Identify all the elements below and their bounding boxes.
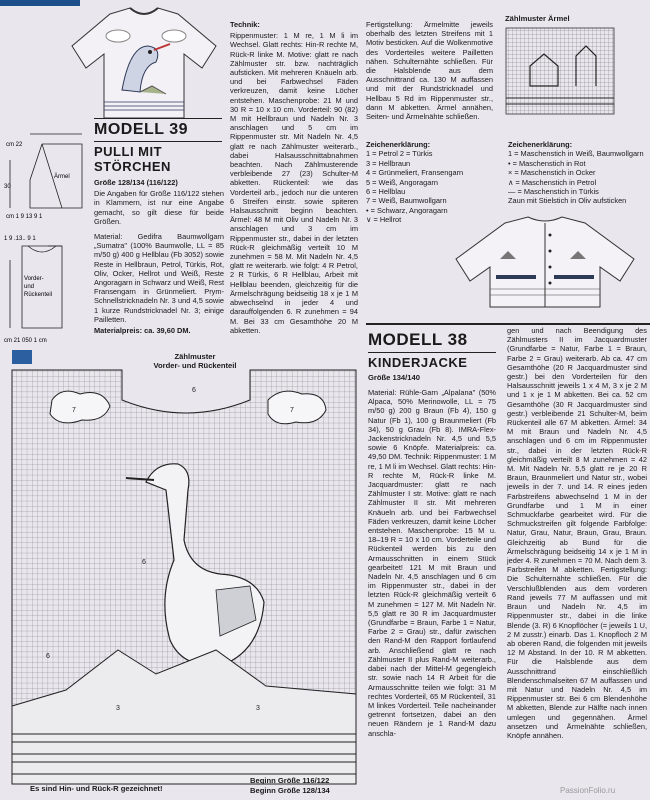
legend-item: ∧ = Maschenstich in Petrol [508, 177, 597, 187]
legend-item: • = Maschenstich in Rot [508, 158, 586, 168]
legend-item: • = Schwarz, Angoragarn [366, 205, 448, 215]
model38-mid-column [368, 388, 496, 740]
model39-finish-column [366, 20, 493, 123]
main-chart [6, 350, 360, 800]
svg-text:3: 3 [116, 705, 120, 712]
legend-item: Zaun mit Stielstich in Oliv aufsticken [508, 196, 627, 206]
sleeve-chart [500, 26, 620, 126]
svg-text:und: und [24, 284, 35, 290]
model39-title: MODELL 39 [94, 121, 188, 138]
legend-heading: Zeichenerklärung: [366, 140, 431, 149]
legend-heading: Zeichenerklärung: [508, 140, 573, 149]
section-divider [366, 323, 650, 325]
sweater-illustration [70, 6, 218, 124]
legend-item: 7 = Weiß, Baumwollgarn [366, 196, 447, 206]
svg-text:Vorder-: Vorder- [24, 276, 44, 282]
legend-item: 5 = Weiß, Angoragarn [366, 177, 438, 187]
svg-text:6: 6 [192, 387, 196, 394]
sleeve-chart-title: Zählmuster Ärmel [505, 14, 570, 23]
legend-item: ∨ = Hellrot [366, 215, 402, 225]
svg-text:1 9 .13.. 9 1: 1 9 .13.. 9 1 [4, 236, 36, 242]
svg-text:cm 21 050 1 cm: cm 21 050 1 cm [4, 338, 47, 344]
legend-item: — = Maschenstich in Türkis [508, 187, 599, 197]
model39-header [94, 118, 224, 174]
legend-item: 4 = Grünmeliert, Fransengarn [366, 168, 464, 178]
legend-item: 6 = Hellblau [366, 187, 406, 197]
watermark: PassionFolio.ru [560, 786, 616, 795]
svg-text:Ärmel: Ärmel [54, 174, 70, 180]
svg-text:7: 7 [72, 407, 76, 414]
model39-legend [366, 140, 496, 225]
technik-body: Rippenmuster: 1 M re, 1 M li im Wechsel. Glatt rechts: Hin-R rechte M, Rück-R linke M. Motive: glatt re nach Zählmuster str. bzw. nachträglich aufsticken. Mit mehreren Knäueln arb. und bei Farbwechsel Fäden verkreuzen, damit keine Löcher entstehen. Maschenprobe: 21 M und 30 R = 10 x 10 cm. Vorderteil: 90 (82) M mit Hellbraun und Nadeln Nr. 3 anschlagen und 5 cm im Rippenmuster str. Mit Nadeln Nr. 4,5 glatt re nach Zählmuster weiterarb., dabei Halsausschnittabnahmen beachten. Nach Zählmusterende verbleibende 27 (23) Schulter-M abketten. Rückenteil: wie das Vorderteil arb., jedoch nur die unteren 6 Streifen einstr. sowie spiteren Halsausschnitt beginn beachten. Ärmel: 48 M mit Oliv und Nadeln Nr. 3 anschlagen und 3 cm im Rippenmuster str., dabei in der letzten Rück-R gleichmäßig verteilt 10 M zunehmen = 58 M. Mit Nadeln Nr. 4,5 glatt re weiterarb. wie folgt: 4 R Petrol, 2 R Türkis, 6 R Hellblau, Arbeit mit Hellblau beenden, gleichzeitig für die Ärmelschrägung beidseitig 18 x je 1 M abwechselnd in jeder 4 und darauffolgenden 6. R zunehmen = 94 M. Bei 33 cm Gesamthöhe 20 M abketten. [230, 31, 358, 335]
model39-subtitle-1: PULLI MIT [94, 144, 163, 159]
divider [94, 141, 222, 142]
header-strip [0, 0, 80, 6]
model39-price: Materialpreis: ca. 39,60 DM. [94, 326, 191, 336]
model38-right-column [507, 326, 647, 742]
main-chart-title [150, 352, 240, 371]
model39-intro-block [94, 178, 224, 228]
svg-text:7: 7 [290, 407, 294, 414]
model38-subtitle: KINDERJACKE [368, 355, 468, 370]
technik-heading: Technik: [230, 20, 260, 29]
model38-header [368, 330, 498, 382]
model39-material: Material: Gedifra Baumwollgarn „Sumatra" (100% Baumwolle, LL = 85 m/50 g) 400 g Hellblau (Fb 3052) sowie Reste in Hellbraun, Petrol, Türkis, Rot, Oliv, Ocker, Hellrot und Weiß, Reste Angoragarn in Schwarz und Weiß, Rest Fransengarn in Grünmeliert. Prym-Schnellstricknadeln Nr. 3 und 4,5 sowie 1 kurze Rundstricknadel Nr. 3; einige Pailletten. [94, 232, 224, 324]
model39-material-block [94, 232, 224, 337]
model39-intro: Die Angaben für Größe 116/122 stehen in Klammern, ist nur eine Angabe gemacht, so gilt diese für beide Größen. [94, 189, 224, 226]
divider [94, 118, 222, 119]
svg-text:cm 1 9 13 9 1: cm 1 9 13 9 1 [6, 214, 43, 220]
svg-text:3: 3 [256, 705, 260, 712]
legend-item: 1 = Maschenstich in Weiß, Baumwollgarn [508, 149, 644, 159]
model39-subtitle-2: STÖRCHEN [94, 159, 171, 174]
jacket-illustration [450, 215, 640, 310]
bottom-note: Es sind Hin- und Rück-R gezeichnet! [30, 784, 163, 793]
divider [368, 352, 496, 353]
legend-item: × = Maschenstich in Ocker [508, 168, 596, 178]
begin-size-2: Beginn Größe 128/134 [250, 786, 330, 795]
model39-technik-column [230, 20, 358, 337]
finish-body: Fertigstellung: Ärmelmitte jeweils oberhalb des letzten Streifens mit 1 Motiv besticken. Auf die Wolkenmotive des Vorderteiles weitere Pailletten nähen. Schulternähte schließen. Für die Halsblende aus dem Ausschnittrand ca. 130 M auffassen und mit der Rundstricknadel und Hellbau 5 Rd im Rippenmuster str., dann M abketten. Ärmel annähen, Seiten- und Ärmelnähte schließen. [366, 20, 493, 122]
model38-mid-body: Material: Rühle-Garn „Alpalana" (50% Alpaca, 50% Merinowolle, LL = 75 m/50 g) 200 g Braun (Fb 4), 150 g Natur (Fb 1), 100 g Braunmeliert (Fb 34), 50 g Grau (Fb 8). IMRA-Flex-Jackenstricknadeln Nr. 4,5 und 5,5 sowie 6 Knöpfe. Materialpreis: ca. 49,50 DM. Technik: Rippenmuster: 1 M re, 1 M li im Wechsel. Glatt rechts: Hin-R rechte M, Rück-R linke M. Jacquardmuster: glatt re nach Zählmuster I str. Motive: glatt re nach Zählmuster II str. Mit mehreren Knäueln arb. und bei Farbwechsel Fäden verkreuzen, damit keine Löcher entstehen. Maschenprobe: 15 M u. 18–19 R = 10 x 10 cm. Vorderteile und Rückenteil werden bis zu den Armausschnitten in einem Stück gearbeitet! 121 M mit Braun und Nadeln Nr. 4,5 anschlagen und 6 cm im Rippenmuster str., dabei in der letzten Rück-R gleichmäßig verteilt 6 M zunehmen = 127 M. Mit Nadeln Nr. 5,5 glatt re 30 R im Jacquardmuster (Grundfarbe = Braun, Farbe 1 = Natur, Farbe 2 = Grau) str., dafür zwischen den Rand-M den Rapport fortlaufend arb. Anschließend glatt re nach Zählmuster II plus Rand-M weiterarb., dabei nach der Mittel-M gegengleich str. sowie nach 14 R Arbeit für die Armausschnitte teilen wie folgt: 31 M rechtes Vorderteil, 65 M Rückenteil, 31 M linkes Vorderteil. Teile nacheinander getrennt fortsetzen, dabei an den neuen Rändern je 1 Rand-M dazu anschla- [368, 388, 496, 738]
model39-size: Größe 128/134 (116/122) [94, 178, 178, 187]
svg-text:6: 6 [142, 559, 146, 566]
main-chart-title-line2: Vorder- und Rückenteil [153, 361, 237, 371]
svg-text:Rückenteil: Rückenteil [24, 292, 53, 298]
legend-item: 3 = Hellbraun [366, 158, 411, 168]
svg-text:30: 30 [4, 184, 11, 190]
model38-title: MODELL 38 [368, 330, 468, 349]
main-chart-title-line1: Zählmuster [174, 352, 216, 361]
svg-text:6: 6 [46, 653, 50, 660]
model38-right-body: gen und nach Beendigung des Zählmusters II im Jacquardmuster (Grundfarbe = Natur, Farbe 1 = Braun, Farbe 2 = Grau) weiterarb. Ab ca. 47 cm Gesamthöhe (20 R Jacquardmuster sind gestr.) bei den Vorderteilen für den Halsausschnitt jeweils 1 x 4 M, 3 x je 2 M und 1 x je 1 M abketten. Bei ca. 52 cm Gesamthöhe (30 R Jacquardmuster sind gestr.) verbleibende 21 Schulter-M, beim Rückenteil alle 67 M abketten. Ärmel: 34 M mit Braun und Nadeln Nr. 4,5 anschlagen und 6 cm im Rippenmuster str., dabei in der letzten Rück-R gleichmäßig verteilt 8 M zunehmen = 42 M. Mit Nadeln Nr. 5,5 glatt re je 20 R Braun, Braunmeliert und Natur str., wobei jeweils in der 7. und 14. R eines jeden Farbstreifens abwechselnd 1 M in der Grundfarbe und 1 M in einer Schmuckfarbe gearbeitet wird. Für die Schmuckstreifen gilt folgende Farbfolge: Natur, Grau, Natur, Braun, Grau, Braun. Gleichzeitig ab Bund für die Ärmelschrägung beidseitig 14 x je 1 M in jeder 4. R zunehmen = 70 M. Nach dem 3. Farbstreifen M abketten. Fertigstellung: Die Schulternähte schließen. Für die Verschlußblenden aus dem vorderen Rand jeweils 77 M auffassen und mit Braun und Nadeln Nr. 4,5 im Rippenmuster str., dabei in die linke Blende (3. R) 6 Knopflöcher (= jeweils 1 U, 2 M zusstr.) einarb. Das 1. Knopfloch 2 M ab oberen Rand, die folgenden mit jeweils 12 M Abstand. In der 10. R M abketten. Für die Halsblende aus dem Ausschnittrand einschließlich Blendenschmalseiten 67 M auffassen und mit Natur und Nadeln Nr. 4,5 im Rippenmuster str. Bei 6 cm Blendenhöhe M abketten, Blende zur Hälfte nach innen umlegen und gegennähen. Ärmel ansetzen und Ärmelnähte schließen, Knöpfe annähen. [507, 326, 647, 740]
svg-text:cm 22: cm 22 [6, 142, 23, 148]
begin-size-1: Beginn Größe 116/122 [250, 776, 330, 785]
model38-size: Größe 134/140 [368, 373, 420, 382]
schematic-diagrams [2, 130, 88, 352]
model38-legend [508, 140, 650, 206]
legend-item: 1 = Petrol 2 = Türkis [366, 149, 433, 159]
